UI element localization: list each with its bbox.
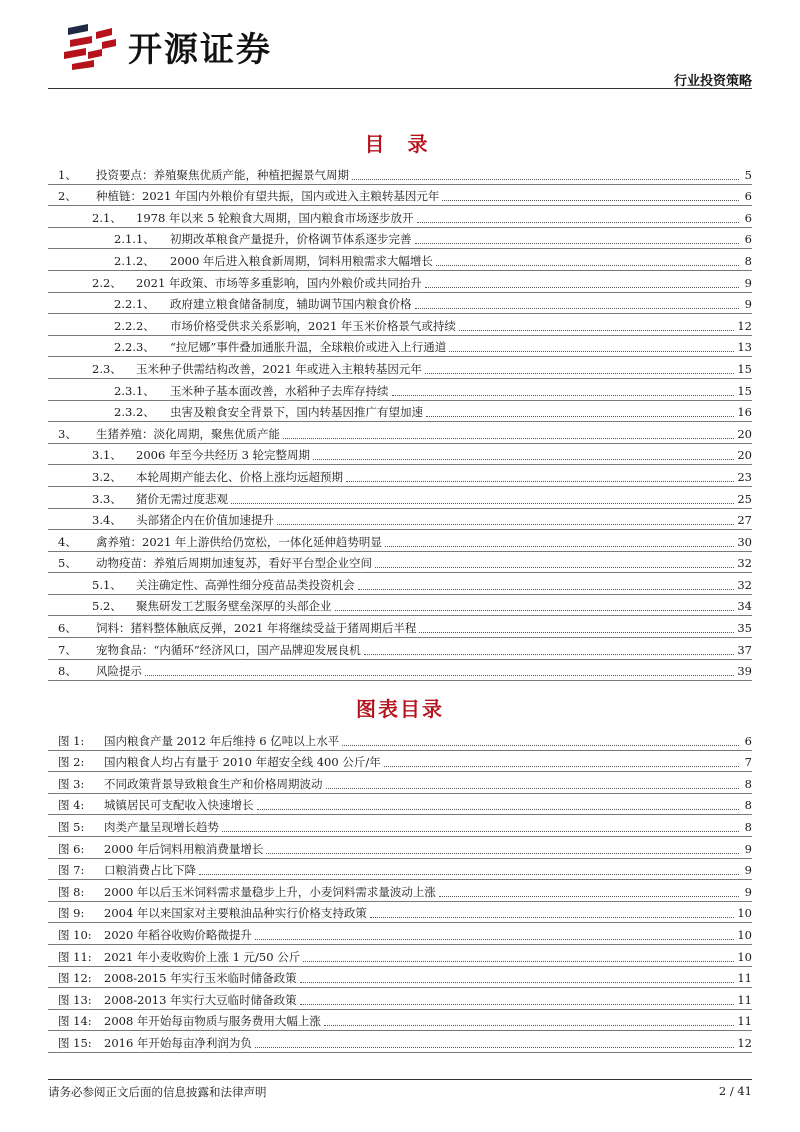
toc-entry-page: 25 — [737, 491, 752, 506]
toc-entry-number: 4、 — [58, 534, 77, 549]
dot-leader — [459, 330, 734, 331]
toc-entry-page: 15 — [737, 383, 752, 398]
figure-entry-page: 11 — [737, 1014, 752, 1029]
toc-entry[interactable] — [48, 552, 752, 574]
figure-entry-title: 2008 年开始每亩物质与服务费用大幅上涨 — [104, 1014, 321, 1029]
figure-entry-title: 口粮消费占比下降 — [104, 863, 196, 878]
figure-entry-title: 国内粮食人均占有量于 2010 年超安全线 400 公斤/年 — [104, 755, 381, 770]
toc-entry[interactable] — [48, 422, 752, 444]
toc-entry-page: 35 — [737, 621, 752, 636]
toc-entry-page: 9 — [744, 275, 752, 290]
toc-entry-title: 饲料：猪料整体触底反弹，2021 年将继续受益于猪周期后半程 — [96, 621, 417, 636]
figure-entry-number: 图 11: — [58, 949, 92, 964]
toc-entry-number: 1、 — [58, 167, 77, 182]
toc-entry-page: 6 — [744, 189, 752, 204]
company-logo — [62, 22, 312, 70]
toc-entry-title: 2006 年至今共经历 3 轮完整周期 — [136, 448, 311, 463]
figure-entry-number: 图 10: — [58, 927, 92, 942]
figure-entry[interactable] — [48, 902, 752, 924]
toc-entry-title: 风险提示 — [96, 664, 142, 679]
toc-entry-title: 政府建立粮食储备制度，辅助调节国内粮食价格 — [170, 297, 412, 312]
disclaimer-note: 请务必参阅正文后面的信息披露和法律声明 — [48, 1085, 267, 1099]
toc-entry[interactable] — [48, 487, 752, 509]
dot-leader — [300, 1004, 735, 1005]
toc-entry-number: 7、 — [58, 642, 77, 657]
brand-name: 开源证券 — [128, 29, 272, 70]
report-type-label: 行业投资策略 — [673, 74, 752, 89]
figure-entry-title: 城镇居民可支配收入快速增长 — [104, 798, 254, 813]
figure-entry[interactable] — [48, 837, 752, 859]
figure-entry-title: 2008-2013 年实行大豆临时储备政策 — [104, 992, 297, 1007]
toc-entry-number: 2.3、 — [92, 361, 122, 376]
toc-entry-number: 2.1、 — [92, 210, 122, 225]
toc-entry[interactable] — [48, 314, 752, 336]
dot-leader — [300, 982, 735, 983]
figure-entry-page: 6 — [744, 733, 752, 748]
figure-entry-number: 图 8: — [58, 884, 85, 899]
toc-entry-number: 3.4、 — [92, 513, 122, 528]
toc-entry-title: 禽养殖：2021 年上游供给仍宽松，一体化延伸趋势明显 — [96, 534, 382, 549]
toc-entry[interactable] — [48, 660, 752, 682]
toc-entry-title: 投资要点：养殖聚焦优质产能，种植把握景气周期 — [96, 167, 349, 182]
dot-leader — [425, 373, 734, 374]
dot-leader — [358, 589, 735, 590]
figure-entry-title: 肉类产量呈现增长趋势 — [104, 819, 219, 834]
figure-entry-title: 2021 年小麦收购价上涨 1 元/50 公斤 — [104, 949, 301, 964]
dot-leader — [370, 917, 734, 918]
figure-entry-number: 图 9: — [58, 906, 85, 921]
figure-list — [48, 729, 752, 1053]
dot-leader — [257, 809, 740, 810]
figure-entry-title: 2016 年开始每亩净利润为负 — [104, 1035, 252, 1050]
dot-leader — [415, 243, 740, 244]
toc-entry-page: 6 — [744, 232, 752, 247]
dot-leader — [303, 961, 734, 962]
page-number: 2 / 41 — [718, 1084, 752, 1098]
toc-entry-title: 玉米种子基本面改善，水稻种子去库存持续 — [170, 383, 389, 398]
toc-entry-page: 8 — [744, 253, 752, 268]
dot-leader — [375, 567, 734, 568]
figure-entry-title: 国内粮食产量 2012 年后维持 6 亿吨以上水平 — [104, 733, 340, 748]
dot-leader — [277, 524, 734, 525]
toc-entry[interactable] — [48, 228, 752, 250]
toc-entry-title: 2000 年后进入粮食新周期，饲料用粮需求大幅增长 — [170, 253, 433, 268]
figure-entry[interactable] — [48, 1010, 752, 1032]
figure-entry-page: 11 — [737, 971, 752, 986]
figure-entry[interactable] — [48, 794, 752, 816]
toc-entry-title: 动物疫苗：养殖后周期加速复苏，看好平台型企业空间 — [96, 556, 372, 571]
toc-entry-title: 宠物食品：“内循环”经济风口，国产品牌迎发展良机 — [96, 642, 361, 657]
toc-entry[interactable] — [48, 509, 752, 531]
toc-entry-number: 2.3.2、 — [114, 405, 155, 420]
toc-entry[interactable] — [48, 638, 752, 660]
toc-entry-number: 3、 — [58, 426, 77, 441]
toc-entry-number: 3.3、 — [92, 491, 122, 506]
dot-leader — [364, 654, 735, 655]
toc-entry[interactable] — [48, 465, 752, 487]
dot-leader — [255, 1047, 734, 1048]
figure-entry-page: 8 — [744, 819, 752, 834]
figure-entry-number: 图 15: — [58, 1035, 92, 1050]
figure-entry-page: 11 — [737, 992, 752, 1007]
toc-entry-number: 2.2、 — [92, 275, 122, 290]
toc-entry-title: 猪价无需过度悲观 — [136, 491, 228, 506]
figure-entry-number: 图 5: — [58, 819, 85, 834]
toc-entry-title: 头部猪企内在价值加速提升 — [136, 513, 274, 528]
dot-leader — [442, 200, 739, 201]
toc-entry[interactable] — [48, 444, 752, 466]
figure-entry[interactable] — [48, 988, 752, 1010]
toc-entry-number: 3.1、 — [92, 448, 122, 463]
dot-leader — [326, 788, 740, 789]
toc-entry-page: 12 — [737, 318, 752, 333]
figure-entry[interactable] — [48, 859, 752, 881]
figure-entry[interactable] — [48, 772, 752, 794]
figure-entry-number: 图 3: — [58, 776, 85, 791]
toc-entry-page: 20 — [737, 448, 752, 463]
toc-entry-page: 30 — [737, 534, 752, 549]
figure-entry[interactable] — [48, 729, 752, 751]
figure-entry-number: 图 13: — [58, 992, 92, 1007]
figure-entry-page: 10 — [737, 906, 752, 921]
toc-entry[interactable] — [48, 595, 752, 617]
toc-entry-number: 5、 — [58, 556, 77, 571]
toc-entry-title: 市场价格受供求关系影响，2021 年玉米价格景气或持续 — [170, 318, 456, 333]
figure-entry[interactable] — [48, 945, 752, 967]
toc-entry[interactable] — [48, 616, 752, 638]
toc-entry-title: 种植链：2021 年国内外粮价有望共振，国内或进入主粮转基因元年 — [96, 189, 440, 204]
toc-entry-page: 15 — [737, 361, 752, 376]
figure-entry[interactable] — [48, 967, 752, 989]
dot-leader — [436, 265, 739, 266]
toc-entry[interactable] — [48, 271, 752, 293]
figure-entry-number: 图 4: — [58, 798, 85, 813]
toc-entry-page: 39 — [737, 664, 752, 679]
toc-entry[interactable] — [48, 530, 752, 552]
dot-leader — [283, 438, 734, 439]
figure-list-title: 图表目录 — [356, 697, 444, 721]
toc-entry-title: 初期改革粮食产量提升，价格调节体系逐步完善 — [170, 232, 412, 247]
figure-entry[interactable] — [48, 923, 752, 945]
dot-leader — [449, 351, 734, 352]
dot-leader — [199, 874, 739, 875]
figure-entry-title: 不同政策背景导致粮食生产和价格周期波动 — [104, 776, 323, 791]
figure-entry[interactable] — [48, 1031, 752, 1053]
toc-entry[interactable] — [48, 379, 752, 401]
figure-entry-page: 9 — [744, 863, 752, 878]
dot-leader — [145, 675, 734, 676]
dot-leader — [266, 853, 739, 854]
toc-entry-page: 23 — [737, 469, 752, 484]
toc-entry-number: 5.2、 — [92, 599, 122, 614]
figure-entry-page: 8 — [744, 798, 752, 813]
dot-leader — [439, 896, 739, 897]
page-header — [0, 0, 800, 92]
figure-entry[interactable] — [48, 815, 752, 837]
dot-leader — [352, 179, 739, 180]
toc-entry-page: 20 — [737, 426, 752, 441]
figure-entry-title: 2000 年后饲料用粮消费量增长 — [104, 841, 264, 856]
dot-leader — [324, 1025, 734, 1026]
figure-entry-page: 9 — [744, 841, 752, 856]
footer-divider — [48, 1079, 752, 1080]
dot-leader — [346, 481, 734, 482]
figure-entry-page: 10 — [737, 927, 752, 942]
toc-entry[interactable] — [48, 573, 752, 595]
header-divider — [48, 88, 752, 89]
dot-leader — [392, 395, 735, 396]
toc-entry[interactable] — [48, 401, 752, 423]
toc-entry-number: 2.2.3、 — [114, 340, 155, 355]
figure-entry-page: 12 — [737, 1035, 752, 1050]
toc-entry-title: 1978 年以来 5 轮粮食大周期，国内粮食市场逐步放开 — [136, 210, 414, 225]
toc-entry-page: 16 — [737, 405, 752, 420]
figure-entry-number: 图 1: — [58, 733, 85, 748]
toc-entry-page: 37 — [737, 642, 752, 657]
toc-entry[interactable] — [48, 163, 752, 185]
figure-entry[interactable] — [48, 880, 752, 902]
toc-entry-title: 关注确定性、高弹性细分疫苗品类投资机会 — [136, 577, 355, 592]
toc-entry-number: 2.3.1、 — [114, 383, 155, 398]
figure-entry-number: 图 2: — [58, 755, 85, 770]
toc-entry[interactable] — [48, 185, 752, 207]
figure-entry-title: 2020 年稻谷收购价略微提升 — [104, 927, 252, 942]
figure-entry-number: 图 6: — [58, 841, 85, 856]
figure-entry-number: 图 14: — [58, 1014, 92, 1029]
toc-entry[interactable] — [48, 206, 752, 228]
toc-entry-page: 27 — [737, 513, 752, 528]
dot-leader — [222, 831, 739, 832]
toc-entry-number: 2.2.1、 — [114, 297, 155, 312]
dot-leader — [255, 939, 734, 940]
toc-title: 目 录 — [364, 132, 436, 156]
toc-entry[interactable] — [48, 357, 752, 379]
toc-entry-number: 8、 — [58, 664, 77, 679]
toc-entry-number: 6、 — [58, 621, 77, 636]
logo-mark-icon — [62, 22, 120, 70]
toc-entry-number: 2、 — [58, 189, 77, 204]
dot-leader — [417, 222, 739, 223]
figure-entry-page: 7 — [744, 755, 752, 770]
figure-entry-page: 10 — [737, 949, 752, 964]
toc-entry-page: 13 — [737, 340, 752, 355]
dot-leader — [419, 632, 734, 633]
figure-entry-title: 2008-2015 年实行玉米临时储备政策 — [104, 971, 297, 986]
toc-entry-number: 5.1、 — [92, 577, 122, 592]
dot-leader — [385, 546, 734, 547]
figure-entry-number: 图 12: — [58, 971, 92, 986]
toc-entry-page: 34 — [737, 599, 752, 614]
toc-entry-title: 生猪养殖：淡化周期，聚焦优质产能 — [96, 426, 280, 441]
dot-leader — [426, 416, 734, 417]
toc-entry[interactable] — [48, 293, 752, 315]
toc-entry-number: 2.1.1、 — [114, 232, 155, 247]
toc-entry-title: 虫害及粮食安全背景下，国内转基因推广有望加速 — [170, 405, 423, 420]
toc-entry-page: 32 — [737, 577, 752, 592]
toc-entry-page: 5 — [744, 167, 752, 182]
toc-entry[interactable] — [48, 249, 752, 271]
figure-entry-title: 2000 年以后玉米饲料需求量稳步上升，小麦饲料需求量波动上涨 — [104, 884, 436, 899]
dot-leader — [384, 766, 739, 767]
toc-entry-title: 聚焦研发工艺服务壁垒深厚的头部企业 — [136, 599, 332, 614]
toc-entry-page: 6 — [744, 210, 752, 225]
toc-entry-number: 2.1.2、 — [114, 253, 155, 268]
figure-entry-page: 9 — [744, 884, 752, 899]
toc-entry-number: 2.2.2、 — [114, 318, 155, 333]
toc-entry-number: 3.2、 — [92, 469, 122, 484]
figure-entry[interactable] — [48, 751, 752, 773]
dot-leader — [415, 308, 740, 309]
dot-leader — [342, 745, 739, 746]
toc-entry-title: 2021 年政策、市场等多重影响，国内外粮价或共同抬升 — [136, 275, 422, 290]
figure-entry-page: 8 — [744, 776, 752, 791]
toc-list — [48, 163, 752, 681]
dot-leader — [425, 287, 739, 288]
toc-entry-title: 玉米种子供需结构改善，2021 年或进入主粮转基因元年 — [136, 361, 422, 376]
toc-entry[interactable] — [48, 336, 752, 358]
figure-entry-title: 2004 年以来国家对主要粮油品种实行价格支持政策 — [104, 906, 367, 921]
dot-leader — [335, 610, 735, 611]
dot-leader — [231, 503, 734, 504]
figure-entry-number: 图 7: — [58, 863, 85, 878]
dot-leader — [313, 459, 734, 460]
toc-entry-page: 9 — [744, 297, 752, 312]
toc-entry-page: 32 — [737, 556, 752, 571]
toc-entry-title: 本轮周期产能去化、价格上涨均远超预期 — [136, 469, 343, 484]
toc-entry-title: “拉尼娜”事件叠加通胀升温，全球粮价或进入上行通道 — [170, 340, 447, 355]
